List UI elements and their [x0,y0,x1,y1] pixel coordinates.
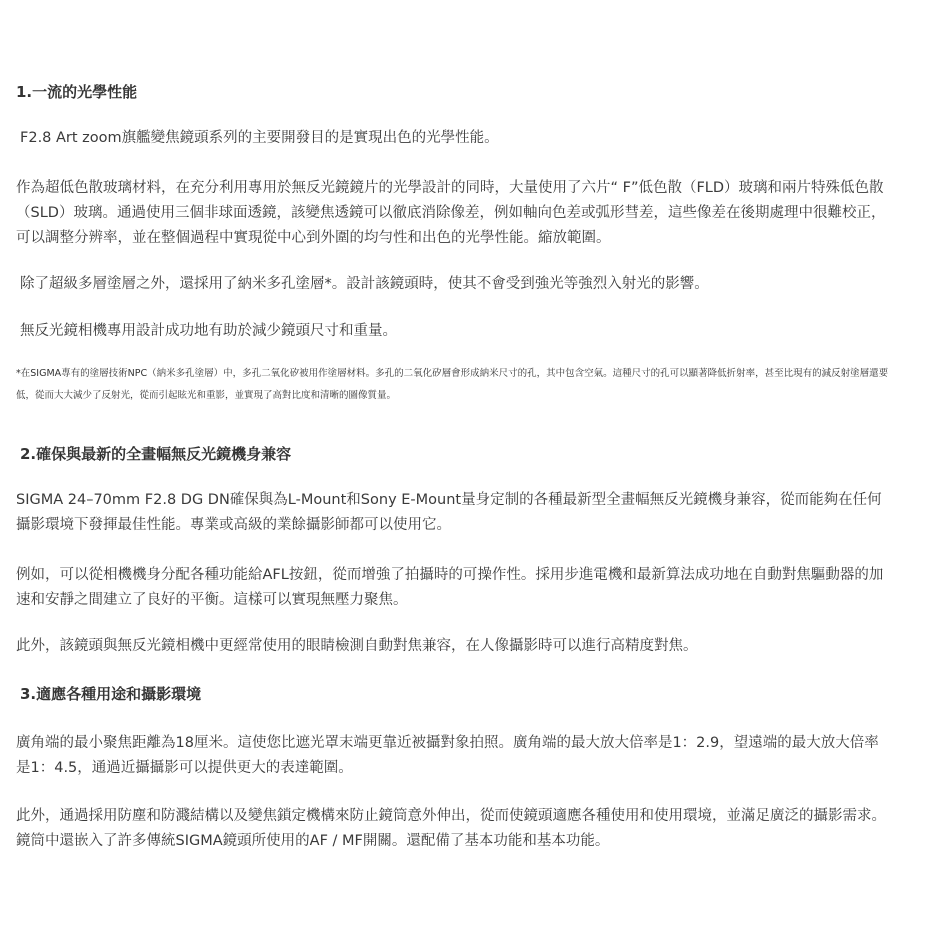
section-1-paragraph-4: 無反光鏡相機專用設計成功地有助於減少鏡頭尺寸和重量。 [20,323,397,339]
section-3-heading: 3.適應各種用途和攝影環境 [20,685,202,703]
section-3-paragraph-1: 廣角端的最小聚焦距離為18厘米。這使您比遮光罩末端更靠近被攝對象拍照。廣角端的最大放大倍率是1：2.9，望遠端的最大放大倍率是1：4.5，通過近攝攝影可以提供更大的表達範圍。 [16,735,879,776]
section-1-paragraph-2: 作為超低色散玻璃材料，在充分利用專用於無反光鏡鏡片的光學設計的同時，大量使用了六片“ F”低色散（FLD）玻璃和兩片特殊低色散（SLD）玻璃。通過使用三個非球面透鏡，該變焦透鏡可以徹底消除像差，例如軸向色差或弧形彗差，這些像差在後期處理中很難校正，可以調整分辨率，並在整個過程中實現從中心到外圍的均勻性和出色的光學性能。縮放範圍。 [16,180,886,246]
section-1-paragraph-3: 除了超級多層塗層之外，還採用了納米多孔塗層*。設計該鏡頭時，使其不會受到強光等強烈入射光的影響。 [20,276,709,292]
section-1-paragraph-1: F2.8 Art zoom旗艦變焦鏡頭系列的主要開發目的是實現出色的光學性能。 [20,130,499,146]
section-2-heading: 2.確保與最新的全畫幅無反光鏡機身兼容 [20,445,292,463]
section-2-paragraph-1: SIGMA 24–70mm F2.8 DG DN確保與為L-Mount和Sony E-Mount量身定制的各種最新型全畫幅無反光鏡機身兼容，從而能夠在任何攝影環境下發揮最佳性能。專業或高級的業餘攝影師都可以使用它。 [16,492,882,533]
section-1-heading: 1.一流的光學性能 [16,83,138,101]
section-1-footnote: *在SIGMA專有的塗層技術NPC（納米多孔塗層）中，多孔二氧化矽被用作塗層材料。多孔的二氧化矽層會形成納米尺寸的孔，其中包含空氣。這種尺寸的孔可以顯著降低折射率，甚至比現有的減反射塗層還要低，從而大大減少了反射光，從而引起眩光和重影，並實現了高對比度和清晰的圖像質量。 [16,368,889,401]
section-3-paragraph-2: 此外，通過採用防塵和防濺結構以及變焦鎖定機構來防止鏡筒意外伸出，從而使鏡頭適應各種使用和使用環境，並滿足廣泛的攝影需求。鏡筒中還嵌入了許多傳統SIGMA鏡頭所使用的AF / MF開關。還配備了基本功能和基本功能。 [16,808,886,849]
section-2-paragraph-3: 此外，該鏡頭與無反光鏡相機中更經常使用的眼睛檢測自動對焦兼容，在人像攝影時可以進行高精度對焦。 [16,638,698,654]
section-2-paragraph-2: 例如，可以從相機機身分配各種功能給AFL按鈕，從而增強了拍攝時的可操作性。採用步進電機和最新算法成功地在自動對焦驅動器的加速和安靜之間建立了良好的平衡。這樣可以實現無壓力聚焦。 [16,567,884,608]
